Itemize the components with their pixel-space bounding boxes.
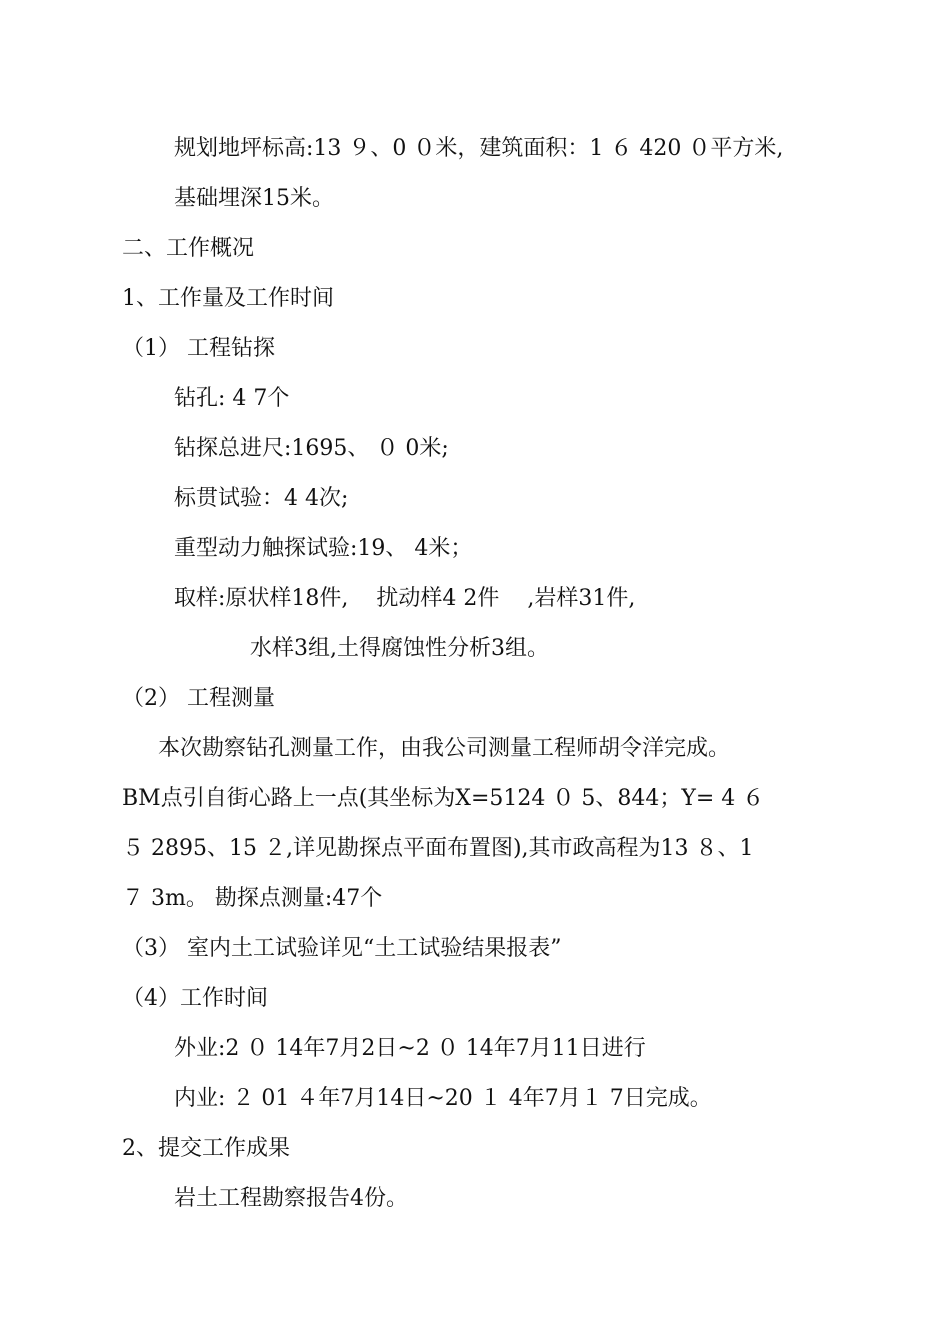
item-heading-survey: （2） 工程测量: [122, 686, 275, 711]
survey-paragraph-line-3: ５ 2895、15 ２,详见勘探点平面布置图),其市政高程为13 ８、1: [122, 836, 754, 861]
subsection-heading-workload: 1、工作量及工作时间: [122, 286, 334, 311]
item-heading-work-time: （4）工作时间: [122, 986, 268, 1011]
section-heading-work-overview: 二、工作概况: [122, 236, 255, 261]
spt-test-line: 标贯试验：4 4次;: [174, 486, 349, 511]
survey-paragraph-line-2: BM点引自街心路上一点(其坐标为X=5124 ０ 5、844；Y= 4 ６: [122, 786, 765, 811]
survey-paragraph-line-1: 本次勘察钻孔测量工作，由我公司测量工程师胡令洋完成。: [158, 736, 731, 761]
office-work-period-line: 内业: ２ 01 ４年7月14日~20 １ 4年7月１ 7日完成。: [174, 1086, 712, 1111]
item-heading-drilling: （1） 工程钻探: [122, 336, 275, 361]
dynamic-penetration-line: 重型动力触探试验:19、 4米；: [174, 536, 473, 561]
drilling-footage-line: 钻探总进尺:1695、 ０ 0米;: [174, 436, 449, 461]
field-work-period-line: 外业:2 ０ 14年7月2日~2 ０ 14年7月11日进行: [174, 1036, 646, 1061]
borehole-count-line: 钻孔: 4 7个: [174, 386, 290, 411]
sampling-line: 取样:原状样18件, 扰动样4 2件 ,岩样31件,: [174, 586, 636, 611]
subsection-heading-deliverables: 2、提交工作成果: [122, 1136, 290, 1161]
survey-paragraph-line-4: ７ 3m。 勘探点测量:47个: [122, 886, 383, 911]
item-heading-lab-test: （3） 室内土工试验详见“土工试验结果报表”: [122, 936, 562, 961]
foundation-depth-line: 基础埋深15米。: [174, 186, 334, 211]
planning-elevation-line: 规划地坪标高:13 ９、0 ０米，建筑面积：1 ６ 420 ０平方米,: [174, 136, 784, 161]
water-sample-line: 水样3组,土得腐蚀性分析3组。: [250, 636, 549, 661]
report-copies-line: 岩土工程勘察报告4份。: [174, 1186, 408, 1211]
